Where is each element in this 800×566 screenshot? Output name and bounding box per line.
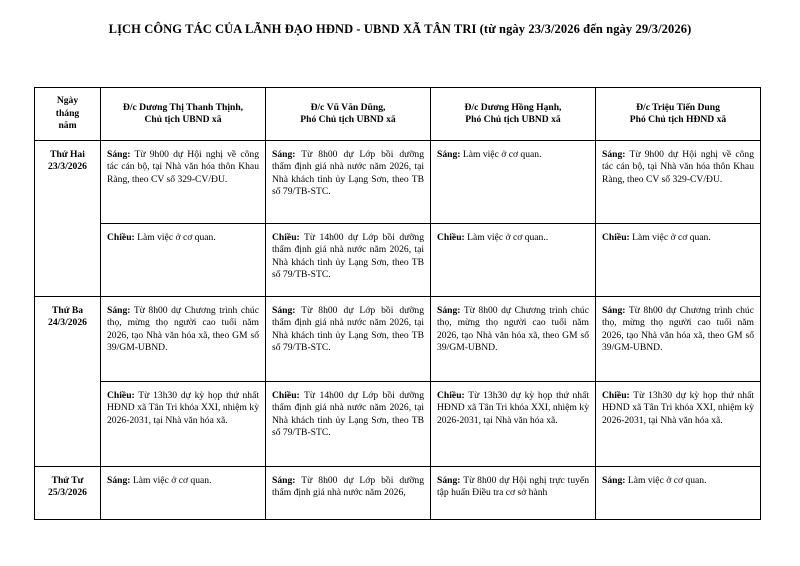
day-date: 25/3/2026 (48, 487, 87, 499)
schedule-cell (596, 141, 761, 224)
session-text: Làm việc ở cơ quan. (625, 475, 707, 486)
day-cell-tuesday (35, 297, 101, 467)
page-title: LỊCH CÔNG TÁC CỦA LÃNH ĐẠO HĐND - UBND XÃ TÂN TRI (từ ngày 23/3/2026 đến ngày 29/3/2026) (108, 22, 692, 36)
session-text: Từ 8h00 dự Hội nghị trực tuyến tập huấn Điều tra cơ sở hành (437, 475, 589, 499)
day-date: 23/3/2026 (48, 161, 87, 173)
date-header-line: năm (58, 120, 77, 132)
session-text: Làm việc ở cơ quan. (460, 149, 542, 160)
table-row (35, 467, 761, 520)
schedule-cell (266, 297, 431, 382)
leader-role: Phó Chủ tịch UBND xã (465, 114, 561, 125)
leader-name: Đ/c Dương Hồng Hạnh, (464, 101, 562, 113)
day-date: 24/3/2026 (48, 317, 87, 329)
session-label: Sáng: (602, 149, 626, 160)
session-label: Sáng: (602, 305, 626, 316)
session-text: Làm việc ở cơ quan. (629, 232, 711, 243)
session-label: Chiều: (107, 232, 135, 243)
session-text: Từ 8h00 dự Chương trình chúc thọ, mừng thọ người cao tuổi năm 2026, tạo Nhà văn hóa xã, theo GM số 39/GM-UBND. (437, 305, 589, 354)
session-text: Từ 14h00 dự Lớp bồi dưỡng thẩm định giá nhà nước năm 2026, tại Nhà khách tỉnh ủy Lạng Sơn, theo TB số 79/TB-STC. (272, 390, 424, 439)
session-label: Sáng: (107, 305, 131, 316)
leader-name: Đ/c Vũ Văn Dũng, (310, 101, 386, 113)
session-text: Từ 13h30 dự kỳ họp thứ nhất HĐND xã Tân Tri khóa XXI, nhiệm kỳ 2026-2031, tại Nhà văn hóa xã. (437, 390, 589, 426)
session-text: Làm việc ở cơ quan. (134, 232, 216, 243)
leader-role: Phó Chủ tịch HĐND xã (629, 114, 727, 125)
schedule-cell (101, 467, 266, 520)
session-text: Từ 8h00 dự Lớp bồi dưỡng thẩm định giá nhà nước năm 2026, (272, 475, 424, 499)
schedule-cell (431, 382, 596, 467)
session-label: Sáng: (272, 305, 296, 316)
date-header-line: tháng (55, 107, 80, 119)
leader-header-2 (266, 88, 431, 141)
day-name: Thứ Tư (51, 475, 84, 486)
schedule-cell (266, 141, 431, 224)
session-label: Sáng: (437, 475, 461, 486)
day-cell-wednesday (35, 467, 101, 520)
leader-header-3 (431, 88, 596, 141)
schedule-cell (596, 467, 761, 520)
session-text: Từ 8h00 dự Lớp bồi dưỡng thẩm định giá nhà nước năm 2026, tại Nhà khách tỉnh ủy Lạng Sơn, theo TB số 79/TB-STC. (272, 149, 424, 198)
schedule-cell (596, 297, 761, 382)
schedule-cell (101, 224, 266, 297)
session-text: Từ 14h00 dự Lớp bồi dưỡng thẩm định giá nhà nước năm 2026, tại Nhà khách tỉnh ủy Lạng Sơn, theo TB số 79/TB-STC. (272, 232, 424, 281)
date-column-header (35, 88, 101, 141)
session-text: Từ 13h30 dự kỳ họp thứ nhất HĐND xã Tân Tri khóa XXI, nhiệm kỳ 2026-2031, tại Nhà văn hóa xã. (107, 390, 259, 426)
session-label: Sáng: (107, 149, 131, 160)
leader-name: Đ/c Triệu Tiến Dung (636, 101, 720, 113)
day-name: Thứ Hai (50, 149, 85, 160)
session-label: Sáng: (272, 475, 296, 486)
session-text: Từ 9h00 dự Hội nghị về công tác cán bộ, tại Nhà văn hóa thôn Khau Ràng, theo CV số 329-CV/ĐU. (107, 149, 259, 185)
schedule-cell (431, 224, 596, 297)
session-text: Làm việc ở cơ quan. (130, 475, 212, 486)
session-text: Từ 8h00 dự Lớp bồi dưỡng thẩm định giá nhà nước năm 2026, tại Nhà khách tỉnh ủy Lạng Sơn, theo TB số 79/TB-STC. (272, 305, 424, 354)
table-row (35, 382, 761, 467)
schedule-cell (266, 382, 431, 467)
session-text: Từ 8h00 dự Chương trình chúc thọ, mừng thọ người cao tuổi năm 2026, tạo Nhà văn hóa xã, theo GM số 39/GM-UBND. (107, 305, 259, 354)
date-header-line: Ngày (56, 95, 79, 107)
session-text: Từ 9h00 dự Hội nghị về công tác cán bộ, tại Nhà văn hóa thôn Khau Ràng, theo CV số 329-CV/ĐU. (602, 149, 754, 185)
schedule-cell (431, 297, 596, 382)
session-text: Làm việc ở cơ quan.. (464, 232, 549, 243)
schedule-cell (266, 224, 431, 297)
session-label: Chiều: (437, 232, 465, 243)
session-text: Từ 13h30 dự kỳ họp thứ nhất HĐND xã Tân Tri khóa XXI, nhiệm kỳ 2026-2031, tại Nhà văn hóa xã. (602, 390, 754, 426)
session-label: Sáng: (602, 475, 626, 486)
schedule-cell (266, 467, 431, 520)
session-label: Sáng: (437, 305, 461, 316)
day-name: Thứ Ba (51, 305, 84, 316)
session-label: Chiều: (602, 232, 630, 243)
table-row (35, 297, 761, 382)
session-label: Sáng: (437, 149, 461, 160)
schedule-cell (101, 382, 266, 467)
leader-header-4 (596, 88, 761, 141)
leader-role: Phó Chủ tịch UBND xã (300, 114, 396, 125)
schedule-cell (431, 141, 596, 224)
session-label: Chiều: (437, 390, 465, 401)
header-row (35, 88, 761, 141)
session-label: Chiều: (272, 390, 300, 401)
schedule-cell (431, 467, 596, 520)
schedule-table (34, 87, 761, 520)
table-row (35, 224, 761, 297)
leader-header-1 (101, 88, 266, 141)
leader-name: Đ/c Dương Thị Thanh Thịnh, (122, 101, 244, 113)
session-label: Sáng: (107, 475, 131, 486)
table-row (35, 141, 761, 224)
leader-role: Chủ tịch UBND xã (144, 114, 222, 125)
day-cell-monday (35, 141, 101, 297)
schedule-cell (101, 297, 266, 382)
schedule-cell (101, 141, 266, 224)
session-label: Sáng: (272, 149, 296, 160)
session-label: Chiều: (272, 232, 300, 243)
session-label: Chiều: (602, 390, 630, 401)
session-label: Chiều: (107, 390, 135, 401)
session-text: Từ 8h00 dự Chương trình chúc thọ, mừng thọ người cao tuổi năm 2026, tạo Nhà văn hóa xã, theo GM số 39/GM-UBND. (602, 305, 754, 354)
schedule-cell (596, 382, 761, 467)
schedule-cell (596, 224, 761, 297)
